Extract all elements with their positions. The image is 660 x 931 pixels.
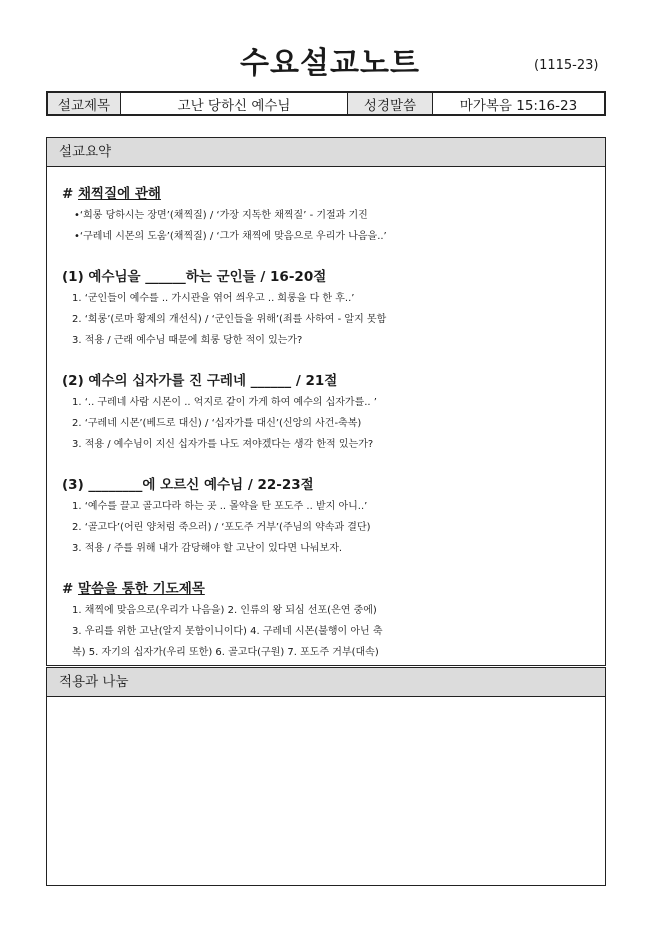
intro-section (62, 184, 605, 247)
prayer-line: 1. 채찍에 맞음으로(우리가 나음을) 2. 인류의 왕 되심 선포(은연 중에) (72, 605, 377, 616)
scripture-label: 성경말씀 (348, 93, 433, 114)
section-item: 3. 적용 / 근래 예수님 때문에 희롱 당한 적이 있는가? (72, 335, 303, 346)
prayer-heading-prefix: # (62, 581, 79, 597)
prayer-line: 복) 5. 자기의 십자가(우리 또한) 6. 골고다(구원) 7. 포도주 거부(대속) (72, 647, 379, 658)
section-item: 2. ‘골고다’(어린 양처럼 죽으러) / ‘포도주 거부’(주님의 약속과 결단) (72, 522, 371, 533)
application-header: 적용과 나눔 (47, 668, 605, 697)
prayer-line: 3. 우리를 위한 고난(알지 못함이니이다) 4. 구레네 시몬(불행이 아닌 축 (72, 626, 383, 637)
intro-heading (62, 184, 605, 205)
section-item: 2. ‘구레네 시몬’(베드로 대신) / ‘십자가를 대신’(신앙의 사건-축복) (72, 418, 362, 429)
intro-heading-prefix: # (62, 186, 79, 202)
application-box (46, 667, 606, 886)
summary-header: 설교요약 (47, 138, 605, 167)
section-item: 1. ‘.. 구레네 사람 시몬이 .. 억지로 같이 가게 하여 예수의 십자가를.. ’ (72, 397, 377, 408)
summary-content (47, 167, 605, 663)
summary-box (46, 137, 606, 666)
section-heading: (2) 예수의 십자가를 진 구레네 ______ / 21절 (62, 373, 338, 389)
page-title: 수요설교노트 (240, 46, 420, 81)
section-heading: (3) ________에 오르신 예수님 / 22-23절 (62, 477, 314, 493)
application-writing-area[interactable] (47, 697, 605, 885)
sermon-title-value: 고난 당하신 예수님 (121, 93, 348, 114)
intro-heading-text: 채찍질에 관해 (78, 186, 161, 202)
sermon-title-label: 설교제목 (48, 93, 121, 114)
intro-bullet: •‘희롱 당하시는 장면’(채찍질) / ‘가장 지독한 채찍질’ - 기절과 기진 (74, 210, 368, 221)
section-item: 1. ‘예수를 끌고 골고다라 하는 곳 .. 몰약을 탄 포도주 .. 받지 아니..’ (72, 501, 368, 512)
section-1 (62, 267, 605, 351)
section-item: 2. ‘희롱’(로마 황제의 개선식) / ‘군인들을 위해’(죄를 사하여 - 알지 못함 (72, 314, 387, 325)
section-heading: (1) 예수님을 ______하는 군인들 / 16-20절 (62, 269, 327, 285)
prayer-section (62, 579, 605, 663)
scripture-value: 마가복음 15:16-23 (459, 97, 578, 114)
intro-bullet: •‘구레네 시몬의 도움’(채찍질) / ‘그가 채찍에 맞음으로 우리가 나음을..’ (74, 231, 387, 242)
prayer-heading (62, 579, 605, 600)
sermon-code: (1115-23) (534, 58, 599, 73)
sermon-info-table (46, 91, 606, 116)
section-2 (62, 371, 605, 455)
section-item: 1. ‘군인들이 예수를 .. 가시관을 엮어 씌우고 .. 희롱을 다 한 후..’ (72, 293, 355, 304)
prayer-heading-text: 말씀을 통한 기도제목 (78, 581, 205, 597)
section-item: 3. 적용 / 주를 위해 내가 감당해야 할 고난이 있다면 나눠보자. (72, 543, 343, 554)
section-item: 3. 적용 / 예수님이 지신 십자가를 나도 져야겠다는 생각 한적 있는가? (72, 439, 374, 450)
section-3 (62, 475, 605, 559)
